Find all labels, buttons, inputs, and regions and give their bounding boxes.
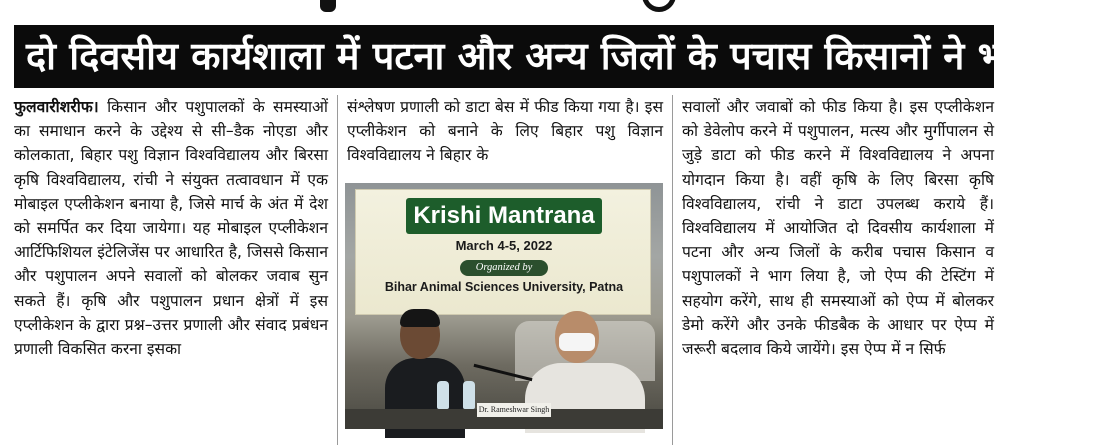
- column-3-text: सवालों और जवाबों को फीड किया है। इस एप्लीकेशन को डेवेलोप करने में पशुपालन, मत्स्य और मुर्गीपालन से जुड़े डाटा को फीड करने में विश्वविद्यालय ने अपना योगदान किया है। वहीं कृषि के लिए बिरसा कृषि विश्वविद्यालय, रांची ने डाटा उपलब्ध कराये हैं। विश्वविद्यालय में आयोजित दो दिवसीय कार्यशाला में पटना और अन्य जिलों के करीब पचास किसान व पशुपालकों ने भाग लिया है, जो ऐप्प की टेस्टिंग में सहयोग करेंगे, साथ ही समस्याओं को ऐप्प में बोलकर डेमो करेंगे और उनके फीडबैक के आधार पर ऐप्प में जरूरी बदलाव किये जायेंगे। इस ऐप्प में न सिर्फ: [682, 98, 994, 359]
- column-1-text: किसान और पशुपालकों के समस्याओं का समाधान करने के उद्देश्य से सी–डैक नोएडा और कोलकाता, बिहार पशु विज्ञान विश्वविद्यालय और बिरसा कृषि विश्वविद्यालय, रांची ने संयुक्त तत्वावधान में एक मोबाइल एप्लीकेशन बनाया है, जिसे मार्च के अंत में देश को समर्पित कर दिया जायेगा। यह मोबाइल एप्लीकेशन आर्टिफिशियल इंटेलिजेंस पर आधारित है, जिससे किसान और पशुपालन अपने सवालों को बोलकर जवाब सुन सकते हैं। कृषि और पशुपालन प्रधान क्षेत्रों में इस एप्लीकेशन के द्वारा प्रश्न–उत्तर प्रणाली और संवाद प्रबंधन प्रणाली विकसित करना इसका: [14, 98, 328, 359]
- article-column-3: [682, 95, 994, 445]
- column-divider: [337, 95, 338, 445]
- nameplate: Dr. Rameshwar Singh: [477, 403, 551, 417]
- article-column-2: [347, 95, 663, 175]
- article-column-1: [14, 95, 328, 445]
- headline: दो दिवसीय कार्यशाला में पटना और अन्य जिलों के पचास किसानों ने भाग लिया: [14, 25, 994, 88]
- banner-date: March 4-5, 2022: [455, 238, 553, 253]
- column-2-text: संश्लेषण प्रणाली को डाटा बेस में फीड किया गया है। इस एप्लीकेशन को बनाने के लिए बिहार पशु विज्ञान विश्वविद्यालय ने बिहार के: [347, 98, 663, 165]
- water-bottle: [463, 381, 475, 409]
- banner-title: Krishi Mantrana: [406, 198, 602, 234]
- speaker-hair: [400, 309, 440, 327]
- masthead-fragment: [320, 0, 336, 12]
- face-mask: [559, 333, 595, 351]
- water-bottle: [437, 381, 449, 409]
- banner-organizer: Bihar Animal Sciences University, Patna: [384, 280, 624, 294]
- article-photo: [345, 183, 663, 427]
- banner-org-label: Organized by: [460, 260, 548, 276]
- masthead-fragment-curve: [642, 0, 676, 12]
- event-banner: [355, 189, 651, 315]
- dateline: फुलवारीशरीफ।: [14, 98, 99, 116]
- column-divider: [672, 95, 673, 445]
